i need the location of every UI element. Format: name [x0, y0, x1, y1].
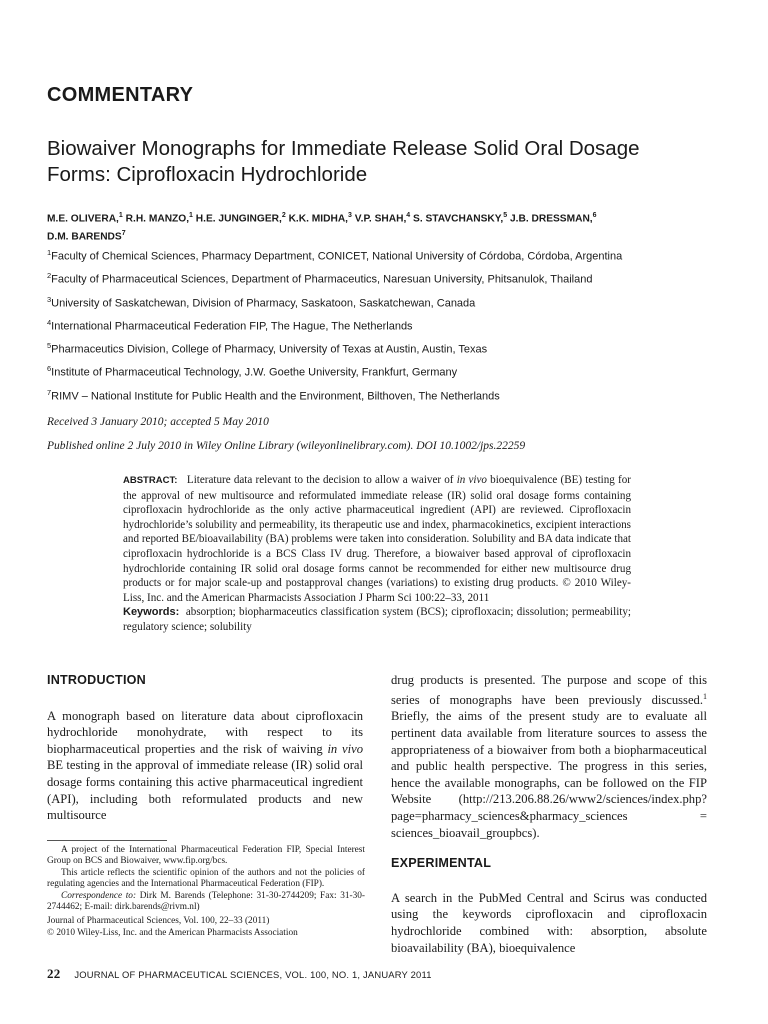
affiliation-number: 4 [47, 317, 52, 327]
footnote-correspondence [47, 891, 365, 914]
author-affiliation-mark: 1 [118, 212, 123, 219]
affiliation-text: International Pharmaceutical Federation FIP, The Hague, The Netherlands [51, 320, 413, 333]
affiliation-number: 3 [47, 294, 52, 304]
abstract-label: ABSTRACT: [123, 475, 178, 486]
abstract-text-a: Literature data relevant to the decision to allow a waiver of [186, 474, 454, 486]
abstract-text-b: bioequivalence (BE) testing for the approval of new multisource and reformulated immediate release (IR) solid oral dosage forms containing ciprofloxacin hydrochloride as the only active pharmaceutical ingredient (API) are reviewed. Ciprofloxacin hydrochloride’s solubility and permeability, its therapeutic use and index, pharmacokinetics, excipient interactions and reported BE/bioavailability (BA) problems were taken into consideration. Solubility and BA data indicate that ciprofloxacin hydrochloride is a BCS Class IV drug. Therefore, a biowaiver based approval of ciprofloxacin hydrochloride containing IR solid oral dosage forms cannot be recommended for either new multisource drug products or for major scale-up and postapproval changes (variations) to existing drug products. [123, 474, 631, 590]
affiliation-item [47, 268, 727, 291]
article-dates [47, 416, 727, 464]
affiliation-number: 1 [47, 248, 52, 257]
intro-text-a: A monograph based on literature data about ciprofloxacin hydrochloride monohydrate, with respect to its biopharmaceutical properties and the risk of waiving [47, 708, 363, 756]
journal-copyright: © 2010 Wiley-Liss, Inc. and the American Pharmacists Association [47, 927, 298, 938]
author-affiliation-mark: 3 [348, 212, 352, 219]
published-info: Published online 2 July 2010 in Wiley Online Library (wileyonlinelibrary.com). DOI 10.1002/jps.22259 [47, 440, 526, 452]
correspondence-text: Dirk M. Barends (Telephone: 31-30-2744209; Fax: 31-30-2744462; E-mail: dirk.barends@rivm.nl) [47, 890, 365, 913]
page-footer [47, 966, 737, 982]
page-number: 22 [47, 966, 61, 981]
intro-text-b: BE testing in the approval of immediate release (IR) solid oral dosage forms containing this active pharmaceutical ingredient (API), including both reformulated products and new multisource [47, 758, 363, 823]
affiliation-number: 7 [47, 387, 52, 397]
intro-italic: in vivo [327, 741, 363, 756]
experimental-paragraph: A search in the PubMed Central and Scirus was conducted using the keywords ciprofloxacin and ciprofloxacin hydrochloride combined with: absorption, absolute bioavailability (BA), bioequivalence [391, 890, 707, 955]
affiliation-item [47, 315, 727, 338]
author-affiliation-mark: 2 [281, 212, 286, 219]
affiliation-number: 6 [47, 364, 52, 374]
affiliation-number: 5 [47, 341, 52, 351]
author-affiliation-mark: 7 [121, 230, 126, 238]
footnote-project: A project of the International Pharmaceutical Federation FIP, Special Interest Group on BCS and Biowaiver, www.fip.org/bcs. [47, 845, 365, 867]
affiliation-text: RIMV – National Institute for Public Health and the Environment, Bilthoven, The Netherlands [51, 390, 500, 403]
affiliation-text: Faculty of Pharmaceutical Sciences, Department of Pharmaceutics, Naresuan University, Phitsanulok, Thailand [51, 273, 593, 286]
affiliation-item [47, 338, 727, 361]
article-title: Biowaiver Monographs for Immediate Release Solid Oral Dosage Forms: Ciprofloxacin Hydrochloride [47, 137, 640, 186]
keywords-label: Keywords: [123, 606, 180, 619]
scope-text-a: drug products is presented. The purpose and scope of this series of monographs have been previously discussed. [391, 673, 707, 707]
affiliation-number: 2 [47, 271, 52, 281]
author-name: K.K. MIDHA, [288, 213, 349, 225]
journal-citation: Journal of Pharmaceutical Sciences, Vol. 100, 22–33 (2011) [47, 916, 270, 927]
abstract-copyright: © 2010 Wiley-Liss, Inc. and the American Pharmacists Association J Pharm Sci 100:22–33, 2011 [123, 577, 631, 604]
running-head: JOURNAL OF PHARMACEUTICAL SCIENCES, VOL. 100, NO. 1, JANUARY 2011 [74, 969, 432, 980]
experimental-heading: EXPERIMENTAL [391, 856, 492, 871]
author-name: R.H. MANZO, [125, 213, 190, 225]
correspondence-label: Correspondence to: [61, 890, 137, 901]
abstract-italic: in vivo [456, 474, 487, 486]
affiliation-list [47, 245, 727, 408]
affiliation-item [47, 385, 727, 408]
affiliation-text: Institute of Pharmaceutical Technology, J.W. Goethe University, Frankfurt, Germany [51, 367, 458, 380]
author-name: M.E. OLIVERA, [47, 213, 119, 225]
right-column [391, 672, 707, 956]
scope-ref: 1 [703, 691, 707, 701]
scope-paragraph [391, 672, 707, 841]
author-name: D.M. BARENDS [47, 231, 122, 243]
author-name: S. STAVCHANSKY, [413, 213, 504, 225]
author-list [47, 208, 707, 245]
left-column [47, 672, 363, 824]
received-date: Received 3 January 2010; accepted 5 May 2010 [47, 416, 269, 428]
introduction-heading: INTRODUCTION [47, 673, 146, 687]
footnote-divider [47, 840, 167, 841]
affiliation-item [47, 361, 727, 384]
author-name: H.E. JUNGINGER, [195, 213, 282, 225]
scope-text-b: Briefly, the aims of the present study are to evaluate all pertinent data available from literature sources to assess the appropriateness of a biowaiver from both a biopharmaceutical and public health perspective. The progress in this series, hence the available monographs, can be followed on the FIP Website (http://213.206.88.26/www2/sciences/index.php?page=pharmacy_sciences&pharmacy_sciences = sciences_bioavail_groupbcs). [391, 709, 707, 840]
author-affiliation-mark: 6 [592, 212, 597, 219]
affiliation-text: Faculty of Chemical Sciences, Pharmacy Department, CONICET, National University of Córdoba, Córdoba, Argentina [51, 250, 623, 263]
author-name: J.B. DRESSMAN, [509, 213, 593, 225]
affiliation-item [47, 245, 727, 268]
keywords [123, 605, 631, 634]
author-name: V.P. SHAH, [354, 213, 407, 225]
author-affiliation-mark: 4 [406, 212, 411, 219]
affiliation-text: Pharmaceutics Division, College of Pharmacy, University of Texas at Austin, Austin, Texas [51, 343, 488, 356]
author-affiliation-mark: 1 [189, 212, 193, 219]
footnote-disclaimer: This article reflects the scientific opinion of the authors and not the policies of regulating agencies and the International Pharmaceutical Federation (FIP). [47, 867, 365, 890]
affiliation-item [47, 292, 727, 315]
abstract-block [123, 473, 631, 635]
author-affiliation-mark: 5 [503, 212, 508, 219]
footnotes [47, 845, 365, 939]
section-label: COMMENTARY [47, 84, 194, 106]
keywords-text: absorption; biopharmaceutics classification system (BCS); ciprofloxacin; dissolution; permeability; regulatory science; solubility [123, 606, 631, 633]
affiliation-text: University of Saskatchewan, Division of Pharmacy, Saskatoon, Saskatchewan, Canada [51, 297, 476, 310]
introduction-paragraph [47, 708, 363, 824]
abstract-body [123, 473, 631, 605]
